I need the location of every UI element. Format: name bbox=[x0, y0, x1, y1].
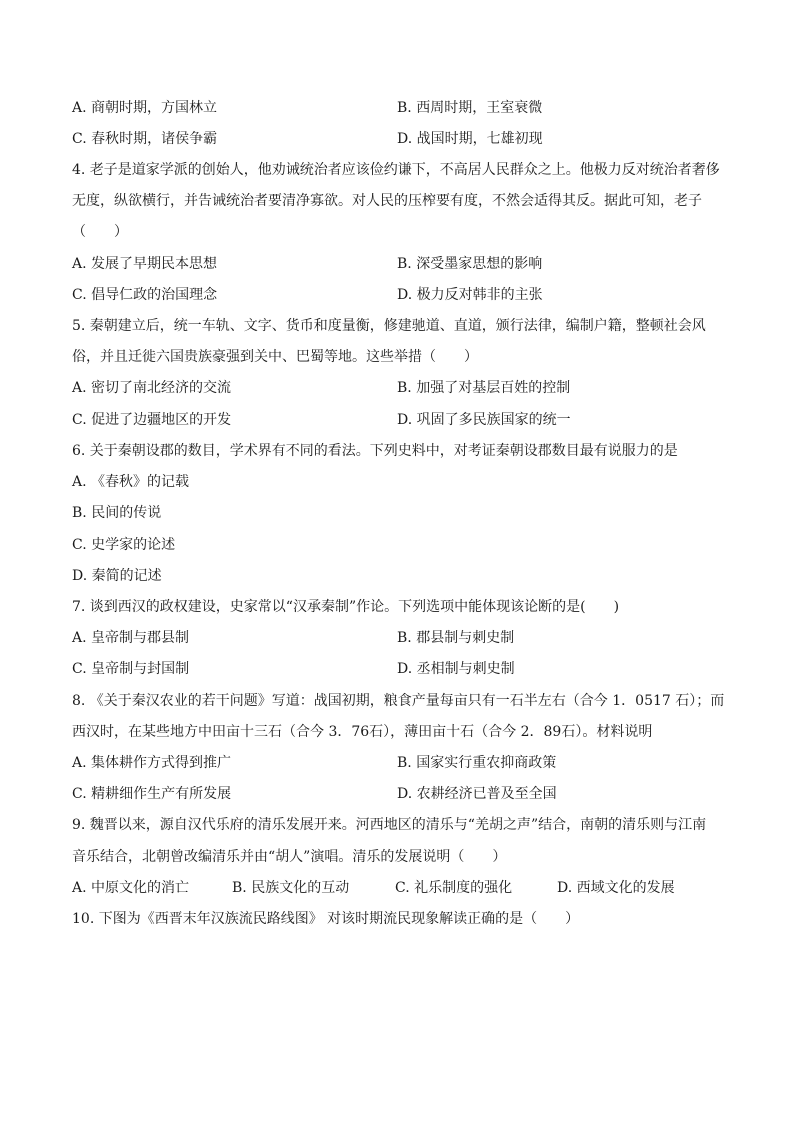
q4-stem-line-2: 无度，纵欲横行，并告诫统治者要清净寡欲。对人民的压榨要有度，不然会适得其反。据此可知，老子 bbox=[72, 193, 702, 209]
q4-option-b: B. 深受墨家思想的影响 bbox=[397, 256, 543, 272]
q8-option-b: B. 国家实行重农抑商政策 bbox=[397, 755, 557, 771]
q10-stem: 10. 下图为《西晋末年汉族流民路线图》 对该时期流民现象解读正确的是（ ） bbox=[72, 911, 580, 927]
q9-stem-line-1: 9. 魏晋以来，源自汉代乐府的清乐发展开来。河西地区的清乐与“羌胡之声”结合，南朝的清乐则与江南 bbox=[72, 817, 707, 833]
q8-stem-line-2: 西汉时，在某些地方中田亩十三石（合今 3．76石），薄田亩十石（合今 2．89石）。材料说明 bbox=[72, 724, 653, 740]
q5-option-a: A. 密切了南北经济的交流 bbox=[72, 380, 232, 396]
q9-option-d: D. 西域文化的发展 bbox=[557, 880, 675, 896]
q6-option-c: C. 史学家的论述 bbox=[72, 537, 176, 553]
q7-stem: 7. 谈到西汉的政权建设，史家常以“汉承秦制”作论。下列选项中能体现该论断的是( ) bbox=[72, 599, 620, 615]
q9-stem-line-2: 音乐结合，北朝曾改编清乐并由“胡人”演唱。清乐的发展说明（ ） bbox=[72, 849, 507, 865]
q5-stem-line-2: 俗，并且迁徙六国贵族豪强到关中、巴蜀等地。这些举措（ ） bbox=[72, 349, 478, 365]
q9-option-b: B. 民族文化的互动 bbox=[232, 880, 350, 896]
q4-option-a: A. 发展了早期民本思想 bbox=[72, 256, 218, 272]
q7-option-c: C. 皇帝制与封国制 bbox=[72, 661, 190, 677]
q6-stem: 6. 关于秦朝设郡的数目，学术界有不同的看法。下列史料中，对考证秦朝设郡数目最有说服力的是 bbox=[72, 443, 678, 459]
q4-option-c: C. 倡导仁政的治国理念 bbox=[72, 287, 218, 303]
q4-stem-line-3: （ ） bbox=[72, 224, 128, 240]
q9-option-a: A. 中原文化的消亡 bbox=[72, 880, 190, 896]
q6-option-b: B. 民间的传说 bbox=[72, 505, 162, 521]
q8-stem-line-1: 8. 《关于秦汉农业的若干问题》写道：战国初期，粮食产量每亩只有一石半左右（合今 1．0517 石）；而 bbox=[72, 693, 725, 709]
q6-option-a: A. 《春秋》的记载 bbox=[72, 474, 190, 490]
q6-option-d: D. 秦简的记述 bbox=[72, 568, 162, 584]
q3-option-b: B. 西周时期，王室衰微 bbox=[397, 100, 543, 116]
q4-option-d: D. 极力反对韩非的主张 bbox=[397, 287, 543, 303]
q3-option-d: D. 战国时期，七雄初现 bbox=[397, 131, 543, 147]
q5-option-d: D. 巩固了多民族国家的统一 bbox=[397, 412, 571, 428]
q7-option-b: B. 郡县制与刺史制 bbox=[397, 630, 515, 646]
q5-stem-line-1: 5. 秦朝建立后，统一车轨、文字、货币和度量衡，修建驰道、直道，颁行法律，编制户籍，整顿社会风 bbox=[72, 318, 706, 334]
q5-option-b: B. 加强了对基层百姓的控制 bbox=[397, 380, 571, 396]
q7-option-a: A. 皇帝制与郡县制 bbox=[72, 630, 190, 646]
q3-option-a: A. 商朝时期，方国林立 bbox=[72, 100, 218, 116]
q8-option-a: A. 集体耕作方式得到推广 bbox=[72, 755, 232, 771]
q3-option-c: C. 春秋时期，诸侯争霸 bbox=[72, 131, 218, 147]
q8-option-c: C. 精耕细作生产有所发展 bbox=[72, 786, 232, 802]
q8-option-d: D. 农耕经济已普及至全国 bbox=[397, 786, 557, 802]
q5-option-c: C. 促进了边疆地区的开发 bbox=[72, 412, 232, 428]
q7-option-d: D. 丞相制与刺史制 bbox=[397, 661, 515, 677]
q4-stem-line-1: 4. 老子是道家学派的创始人，他劝诫统治者应该俭约谦下，不高居人民群众之上。他极力反对统治者奢侈 bbox=[72, 162, 720, 178]
q9-option-c: C. 礼乐制度的强化 bbox=[395, 880, 513, 896]
